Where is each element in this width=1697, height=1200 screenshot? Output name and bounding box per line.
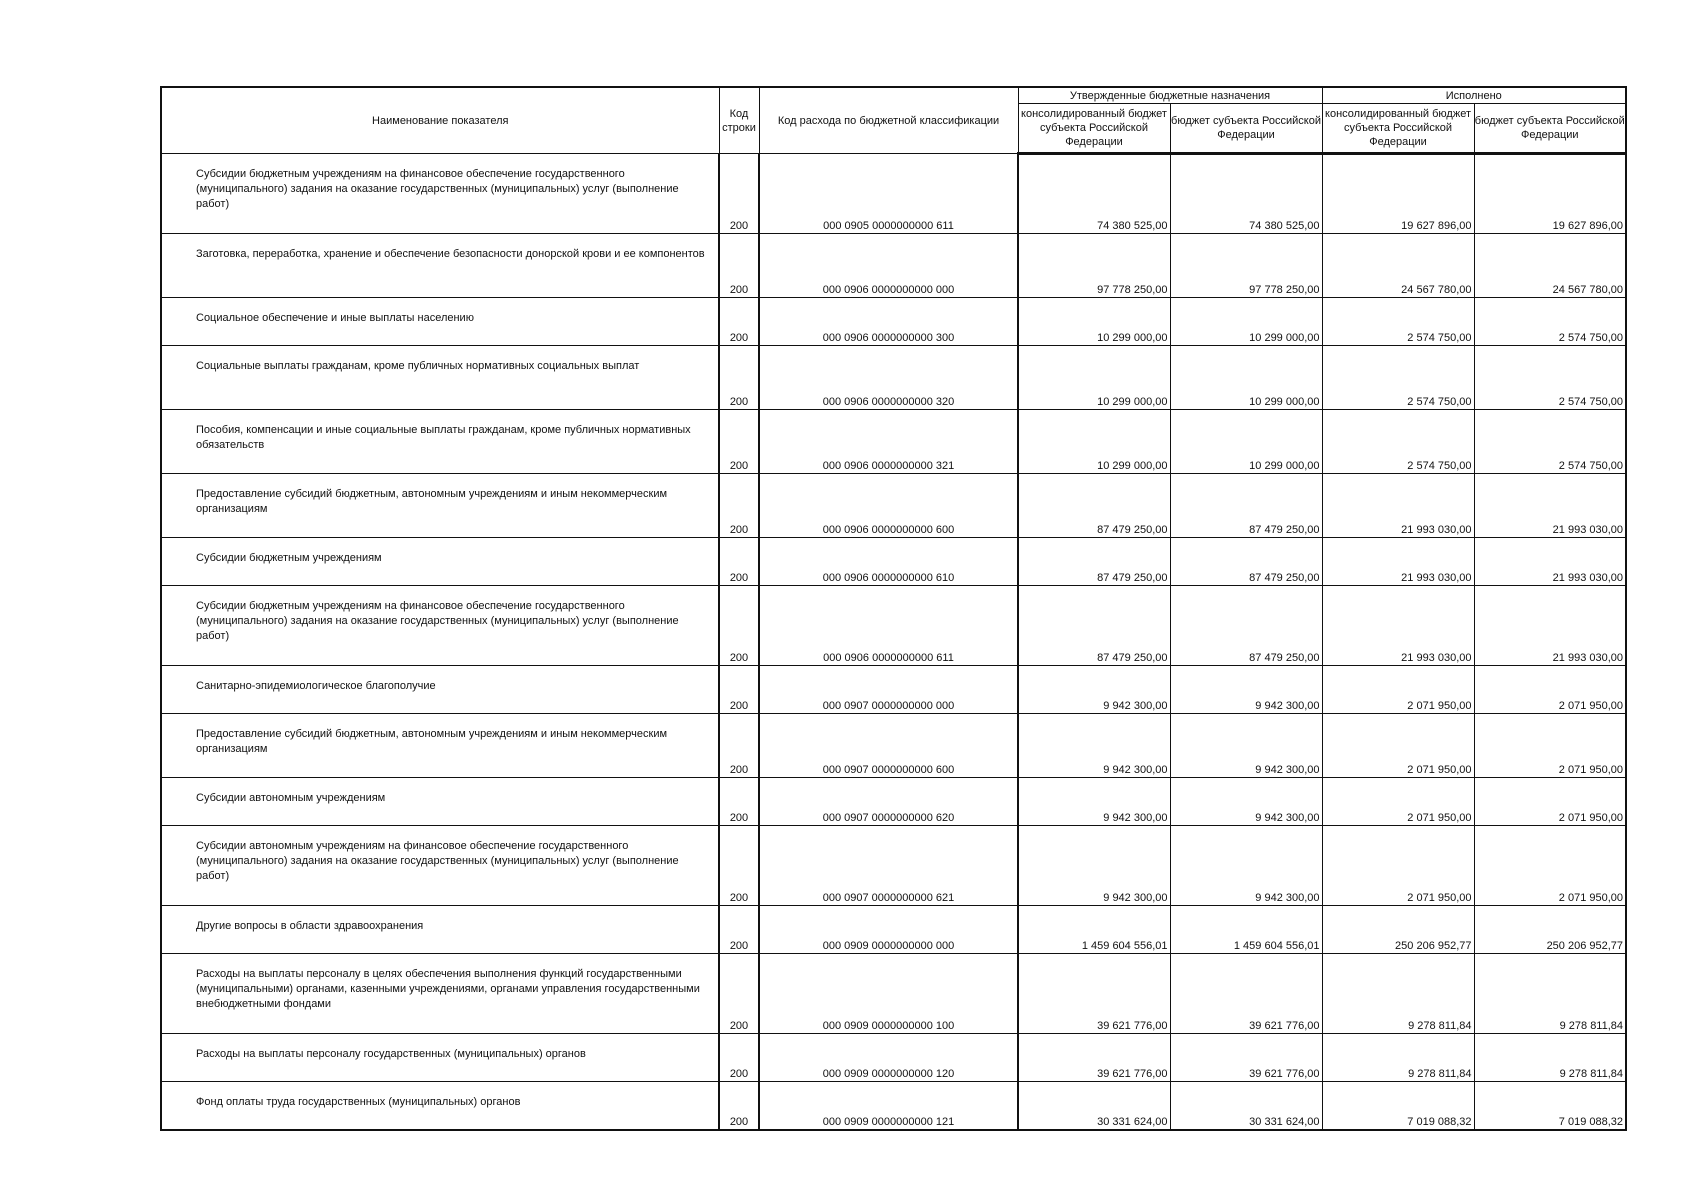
row-name: Субсидии бюджетным учреждениям на финансовое обеспечение государственного (муниципального) задания на оказание государственных (муниципальных) услуг (выполнение работ) (161, 586, 719, 666)
row-line-code: 200 (719, 954, 759, 1034)
row-approved-subject: 39 621 776,00 (1170, 954, 1322, 1034)
row-executed-subject: 2 071 950,00 (1474, 666, 1626, 714)
row-approved-consolidated: 9 942 300,00 (1018, 714, 1170, 778)
row-name: Расходы на выплаты персоналу в целях обеспечения выполнения функций государственными (муниципальными) органами, казенными учреждениями, органами управления государственными внебюджетными фондами (161, 954, 719, 1034)
row-kbk-code: 000 0906 0000000000 611 (759, 586, 1018, 666)
row-executed-consolidated: 2 071 950,00 (1322, 666, 1474, 714)
row-line-code: 200 (719, 154, 759, 234)
row-executed-consolidated: 2 071 950,00 (1322, 826, 1474, 906)
row-name: Субсидии автономным учреждениям на финансовое обеспечение государственного (муниципального) задания на оказание государственных (муниципальных) услуг (выполнение работ) (161, 826, 719, 906)
row-approved-consolidated: 10 299 000,00 (1018, 346, 1170, 410)
row-name: Субсидии бюджетным учреждениям на финансовое обеспечение государственного (муниципального) задания на оказание государственных (муниципальных) услуг (выполнение работ) (161, 154, 719, 234)
row-approved-subject: 9 942 300,00 (1170, 826, 1322, 906)
row-name: Фонд оплаты труда государственных (муниципальных) органов (161, 1082, 719, 1130)
row-executed-subject: 2 071 950,00 (1474, 778, 1626, 826)
row-kbk-code: 000 0907 0000000000 000 (759, 666, 1018, 714)
row-executed-subject: 21 993 030,00 (1474, 586, 1626, 666)
row-approved-consolidated: 39 621 776,00 (1018, 1034, 1170, 1082)
table-row (161, 778, 1626, 826)
row-executed-subject: 250 206 952,77 (1474, 906, 1626, 954)
row-executed-subject: 21 993 030,00 (1474, 538, 1626, 586)
row-kbk-code: 000 0907 0000000000 621 (759, 826, 1018, 906)
row-approved-consolidated: 9 942 300,00 (1018, 826, 1170, 906)
row-name: Предоставление субсидий бюджетным, автономным учреждениям и иным некоммерческим организациям (161, 474, 719, 538)
row-name: Санитарно-эпидемиологическое благополучие (161, 666, 719, 714)
row-executed-subject: 2 071 950,00 (1474, 826, 1626, 906)
row-name: Заготовка, переработка, хранение и обеспечение безопасности донорской крови и ее компонентов (161, 234, 719, 298)
row-approved-subject: 10 299 000,00 (1170, 298, 1322, 346)
row-line-code: 200 (719, 714, 759, 778)
row-approved-consolidated: 39 621 776,00 (1018, 954, 1170, 1034)
row-line-code: 200 (719, 538, 759, 586)
row-line-code: 200 (719, 410, 759, 474)
row-line-code: 200 (719, 1034, 759, 1082)
row-executed-subject: 9 278 811,84 (1474, 1034, 1626, 1082)
row-executed-consolidated: 2 574 750,00 (1322, 298, 1474, 346)
row-approved-subject: 39 621 776,00 (1170, 1034, 1322, 1082)
row-approved-subject: 1 459 604 556,01 (1170, 906, 1322, 954)
row-line-code: 200 (719, 1082, 759, 1130)
row-executed-subject: 24 567 780,00 (1474, 234, 1626, 298)
row-approved-consolidated: 97 778 250,00 (1018, 234, 1170, 298)
row-executed-consolidated: 9 278 811,84 (1322, 1034, 1474, 1082)
row-kbk-code: 000 0907 0000000000 600 (759, 714, 1018, 778)
row-executed-subject: 7 019 088,32 (1474, 1082, 1626, 1130)
row-approved-consolidated: 74 380 525,00 (1018, 154, 1170, 234)
row-executed-subject: 2 574 750,00 (1474, 410, 1626, 474)
row-approved-subject: 9 942 300,00 (1170, 714, 1322, 778)
row-kbk-code: 000 0906 0000000000 610 (759, 538, 1018, 586)
row-kbk-code: 000 0906 0000000000 320 (759, 346, 1018, 410)
row-line-code: 200 (719, 474, 759, 538)
budget-execution-table (160, 86, 1627, 1131)
table-row (161, 906, 1626, 954)
row-approved-consolidated: 30 331 624,00 (1018, 1082, 1170, 1130)
row-executed-consolidated: 19 627 896,00 (1322, 154, 1474, 234)
table-row (161, 586, 1626, 666)
row-approved-subject: 87 479 250,00 (1170, 474, 1322, 538)
row-kbk-code: 000 0909 0000000000 121 (759, 1082, 1018, 1130)
row-line-code: 200 (719, 826, 759, 906)
row-kbk-code: 000 0906 0000000000 321 (759, 410, 1018, 474)
row-executed-subject: 2 071 950,00 (1474, 714, 1626, 778)
header-executed-subject: бюджет субъекта Российской Федерации (1474, 104, 1626, 154)
table-row (161, 154, 1626, 234)
row-approved-consolidated: 10 299 000,00 (1018, 410, 1170, 474)
row-kbk-code: 000 0905 0000000000 611 (759, 154, 1018, 234)
row-name: Другие вопросы в области здравоохранения (161, 906, 719, 954)
row-approved-subject: 10 299 000,00 (1170, 410, 1322, 474)
row-name: Социальное обеспечение и иные выплаты населению (161, 298, 719, 346)
row-executed-consolidated: 21 993 030,00 (1322, 586, 1474, 666)
row-name: Субсидии бюджетным учреждениям (161, 538, 719, 586)
row-approved-subject: 9 942 300,00 (1170, 666, 1322, 714)
table-row (161, 538, 1626, 586)
row-executed-subject: 21 993 030,00 (1474, 474, 1626, 538)
table-row (161, 410, 1626, 474)
row-approved-subject: 74 380 525,00 (1170, 154, 1322, 234)
header-executed-consolidated: консолидированный бюджет субъекта Российской Федерации (1322, 104, 1474, 154)
row-approved-subject: 87 479 250,00 (1170, 586, 1322, 666)
row-kbk-code: 000 0907 0000000000 620 (759, 778, 1018, 826)
row-line-code: 200 (719, 586, 759, 666)
row-kbk-code: 000 0906 0000000000 300 (759, 298, 1018, 346)
row-executed-subject: 2 574 750,00 (1474, 346, 1626, 410)
row-executed-subject: 9 278 811,84 (1474, 954, 1626, 1034)
header-line-code: Код строки (719, 87, 759, 154)
header-kbk: Код расхода по бюджетной классификации (759, 87, 1018, 154)
row-line-code: 200 (719, 234, 759, 298)
table-row (161, 346, 1626, 410)
table-row (161, 954, 1626, 1034)
row-line-code: 200 (719, 346, 759, 410)
row-executed-consolidated: 2 071 950,00 (1322, 778, 1474, 826)
table-row (161, 826, 1626, 906)
row-approved-consolidated: 9 942 300,00 (1018, 666, 1170, 714)
row-kbk-code: 000 0906 0000000000 600 (759, 474, 1018, 538)
header-approved-subject: бюджет субъекта Российской Федерации (1170, 104, 1322, 154)
row-kbk-code: 000 0909 0000000000 100 (759, 954, 1018, 1034)
row-approved-subject: 9 942 300,00 (1170, 778, 1322, 826)
row-kbk-code: 000 0906 0000000000 000 (759, 234, 1018, 298)
row-name: Пособия, компенсации и иные социальные выплаты гражданам, кроме публичных нормативных обязательств (161, 410, 719, 474)
table-row (161, 714, 1626, 778)
row-line-code: 200 (719, 906, 759, 954)
row-approved-subject: 87 479 250,00 (1170, 538, 1322, 586)
row-name: Социальные выплаты гражданам, кроме публичных нормативных социальных выплат (161, 346, 719, 410)
row-executed-consolidated: 250 206 952,77 (1322, 906, 1474, 954)
row-executed-subject: 2 574 750,00 (1474, 298, 1626, 346)
row-line-code: 200 (719, 298, 759, 346)
row-approved-subject: 97 778 250,00 (1170, 234, 1322, 298)
table-row (161, 666, 1626, 714)
row-approved-consolidated: 87 479 250,00 (1018, 474, 1170, 538)
table-header (161, 87, 1626, 154)
row-executed-consolidated: 9 278 811,84 (1322, 954, 1474, 1034)
row-name: Предоставление субсидий бюджетным, автономным учреждениям и иным некоммерческим организациям (161, 714, 719, 778)
table-row (161, 298, 1626, 346)
table-row (161, 1034, 1626, 1082)
row-approved-consolidated: 10 299 000,00 (1018, 298, 1170, 346)
row-approved-consolidated: 87 479 250,00 (1018, 538, 1170, 586)
row-name: Субсидии автономным учреждениям (161, 778, 719, 826)
row-approved-consolidated: 87 479 250,00 (1018, 586, 1170, 666)
table-body (161, 154, 1626, 1130)
row-executed-consolidated: 21 993 030,00 (1322, 474, 1474, 538)
table-row (161, 234, 1626, 298)
row-executed-consolidated: 24 567 780,00 (1322, 234, 1474, 298)
row-line-code: 200 (719, 666, 759, 714)
row-executed-consolidated: 7 019 088,32 (1322, 1082, 1474, 1130)
header-approved-consolidated: консолидированный бюджет субъекта Российской Федерации (1018, 104, 1170, 154)
table-row (161, 474, 1626, 538)
row-approved-subject: 10 299 000,00 (1170, 346, 1322, 410)
row-approved-consolidated: 1 459 604 556,01 (1018, 906, 1170, 954)
header-approved-group: Утвержденные бюджетные назначения (1018, 87, 1322, 104)
row-executed-subject: 19 627 896,00 (1474, 154, 1626, 234)
row-kbk-code: 000 0909 0000000000 120 (759, 1034, 1018, 1082)
row-name: Расходы на выплаты персоналу государственных (муниципальных) органов (161, 1034, 719, 1082)
row-executed-consolidated: 2 574 750,00 (1322, 346, 1474, 410)
row-approved-consolidated: 9 942 300,00 (1018, 778, 1170, 826)
row-executed-consolidated: 2 071 950,00 (1322, 714, 1474, 778)
row-line-code: 200 (719, 778, 759, 826)
row-kbk-code: 000 0909 0000000000 000 (759, 906, 1018, 954)
header-name: Наименование показателя (161, 87, 719, 154)
row-executed-consolidated: 21 993 030,00 (1322, 538, 1474, 586)
table-row (161, 1082, 1626, 1130)
row-executed-consolidated: 2 574 750,00 (1322, 410, 1474, 474)
header-executed-group: Исполнено (1322, 87, 1626, 104)
row-approved-subject: 30 331 624,00 (1170, 1082, 1322, 1130)
